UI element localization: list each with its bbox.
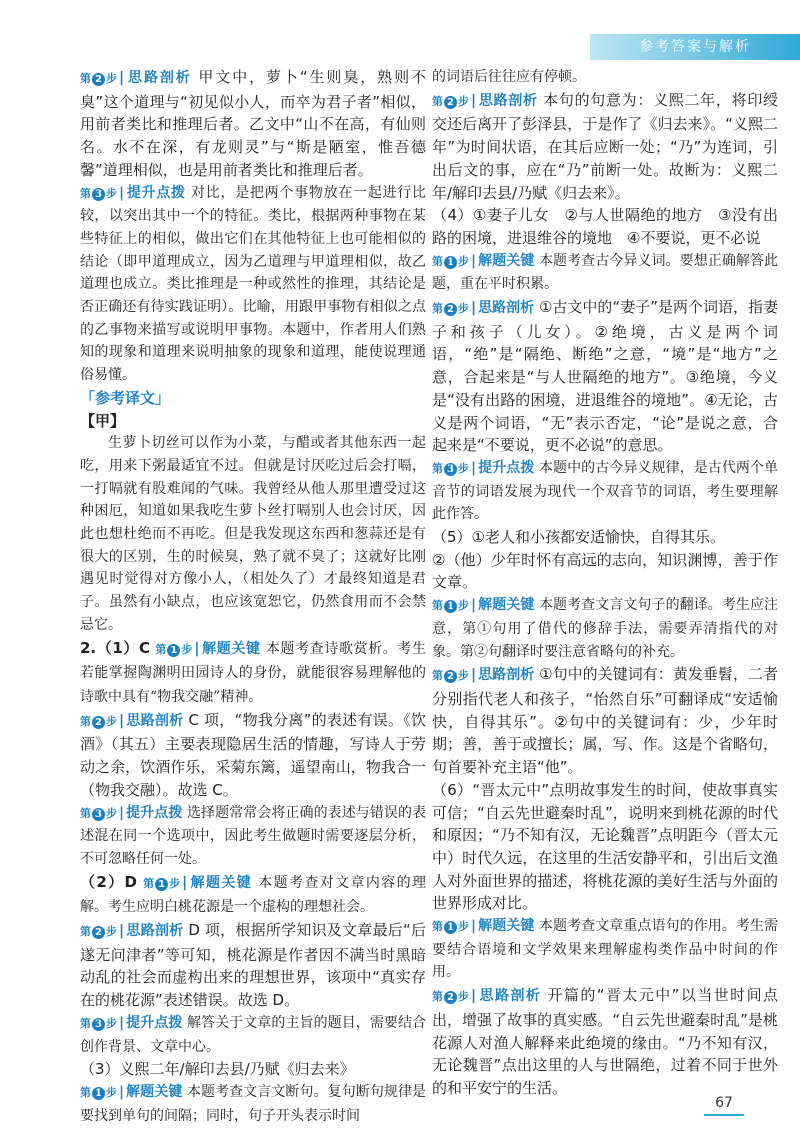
right-column [432,66,778,1100]
q4-key: 第 1 步| 解题关键 本题考查古今异义词。要想正确解答此题，重在平时积累。 [432,250,778,296]
paragraph-2: 第 3 步| 提升点拨 对比，是把两个事物放在一起进行比较，以突出其中一个的特征。类比，根据两种事物在某些特征上的相似，做出它们在其他特征上也可能相似的结论（即甲道理成立，因为乙道理与甲道理相似，故乙道理也成立。类比推理是一种或然性的推理，其结论是否正确还有待实践证明）。比喻，用跟甲事物有相似之点的乙事物来描写或说明甲事物。本题中，作者用人们熟知的现象和道理来说明抽象的现象和道理，能使说理通俗易懂。 [80,182,426,387]
q6-answer: （6）“晋太元中”点明故事发生的时间，使故事真实可信；“自云先世避秦时乱”，说明来到桃花源的时代和原因；“乃不知有汉，无论魏晋”点明距今（晋太元中）时代久远，在这里的生活安静平和，引出后文渔人对外面世界的描述，将桃花源的美好生活与外面的世界形成对比。 [432,780,778,913]
q5-answer-2: ②（他）少年时怀有高远的志向，知识渊博，善于作文章。 [432,550,778,592]
q2-2: （2）D 第 1 步| 解题关键 本题考查对文章内容的理解。考生应明白桃花源是一个虚构的理想社会。 [80,871,426,919]
q6-key: 第 1 步| 解题关键 本题考查文章重点语句的作用。考生需要结合语境和文学效果来理解虚构类作品中时间的作用。 [432,915,778,984]
q3-analysis: 第 2 步| 思路剖析 本句的句意为：义熙二年，将印绶交还后离开了彭泽县，于是作了《归去来》。“义熙二年”为时间状语，在其后应断一处；“乃”为连词，引出后文的事，应在“乃”前断一处。故断为：义熙二年/解印去县/乃赋《归去来》。 [432,89,778,205]
q2-2-analysis: 第 2 步| 思路剖析 D 项，根据所学知识及文章最后“后遂无问津者”等可知，桃花源是作者因不满当时黑暗动乱的社会而虚构出来的理想世界，该项中“真实存在的桃花源”表述错误。故选 D。 [80,919,426,1012]
q2-3-key: 第 1 步| 解题关键 本题考查文言文断句。复句断句规律是要找到单句的间隔；同时，句子开头表示时间 [80,1081,426,1127]
q6-analysis: 第 2 步| 思路剖析 开篇的“晋太元中”以当世时间点出，增强了故事的真实感。“自云先世避秦时乱”是桃花源人对渔人解释来此绝境的缘由。“乃不知有汉，无论魏晋”点出这里的人与世隔绝，过着不同于世外的和平安宁的生活。 [432,984,778,1100]
header-title: 参考答案与解析 [590,34,800,60]
q5-analysis: 第 2 步| 思路剖析 ①句中的关键词有：黄发垂髫，二者分别指代老人和孩子，“怡然自乐”可翻译成“安适愉快，自得其乐”。②句中的关键词有：少，少年时期；善，善于或擅长；属，写、作。这是个省略句，句首要补充主语“他”。 [432,663,778,779]
q4-tip: 第 3 步| 提升点拨 本题中的古今异义规律，是古代两个单音节的词语发展为现代一个双音节的词语，考生要理解此作答。 [432,457,778,526]
siluo-tag: | 思路剖析 [119,70,192,86]
q2-3: （3）义熙二年/解印去县/乃赋《归去来》 [80,1060,355,1079]
jia-title: 【甲】 [80,411,126,430]
page-number: 67 [704,1092,744,1116]
q4-answer: （4）①妻子儿女 ②与人世隔绝的地方 ③没有出路的困境，进退维谷的境地 ④不要说，更不必说 [432,206,778,247]
q2-1: 2.（1）C 第 1 步| 解题关键 本题考查诗歌赏析。考生若能掌握陶渊明田园诗人的身份，就能很容易理解他的诗歌中具有“物我交融”精神。 [80,637,426,709]
tisheng-tag: | 提升点拨 [119,185,186,201]
q2-1-tip: 第 3 步| 提升点拨 选择题常常会将正确的表述与错误的表述混在同一个选项中，因此考生做题时需要逐层分析，不可忽略任何一处。 [80,802,426,871]
q2-1-analysis: 第 2 步| 思路剖析 C 项，“物我分离”的表述有误。《饮酒》（其五）主要表现隐居生活的情趣，写诗人于劳动之余，饮酒作乐，采菊东篱，遥望南山，物我合一（物我交融）。故选 C。 [80,709,426,802]
step-2-badge: 第 2 步 [80,72,117,85]
step-3-badge: 第 3 步 [80,186,117,200]
step-1-badge: 第 1 步 [155,642,193,656]
q4-analysis: 第 2 步| 思路剖析 ①古文中的“妻子”是两个词语，指妻子和孩子（儿女）。②绝境，古义是两个词语，“绝”是“隔绝、断绝”之意，“境”是“地方”之意，合起来是“与人世隔绝的地方”。③绝境，今义是“没有出路的困境，进退维谷的境地”。④无论，古义是两个词语，“无”表示否定，“论”是说之意，合起来是“不要说，更不必说”的意思。 [432,296,778,457]
continuation: 的词语后往往应有停顿。 [432,69,586,85]
q5-answer-1: （5）①老人和小孩都安适愉快，自得其乐。 [432,528,725,547]
cankao-title: 「参考译文」 [80,388,171,407]
translation-paragraph: 生萝卜切丝可以作为小菜，与醋或者其他东西一起吃，用来下粥最适宜不过。但就是讨厌吃过后会打嗝，一打嗝就有股难闻的气味。我曾经从他人那里遭受过这种困厄，知道如果我吃生萝卜丝打嗝别人也会讨厌，因此也想杜绝而不再吃。但是我发现这东西和葱蒜还是有很大的区别，生的时候臭，熟了就不臭了；这就好比刚遇见时觉得对方像小人，（相处久了）才最终知道是君子。虽然有小缺点，也应该宽恕它，仍然食用而不会禁忌它。 [80,435,426,633]
q2-2-tip: 第 3 步| 提升点拨 解答关于文章的主旨的题目，需要结合创作背景、文章中心。 [80,1012,426,1058]
q5-key: 第 1 步| 解题关键 本题考查文言文句子的翻译。考生应注意，第①句用了借代的修辞手法，需要弄清指代的对象。第②句翻译时要注意省略句的补充。 [432,594,778,663]
left-column [80,66,426,1127]
paragraph-1: 第 2 步| 思路剖析 甲文中，萝卜“生则臭，熟则不臭”这个道理与“初见似小人，而卒为君子者”相似，用前者类比和推理后者。乙文中“山不在高，有仙则名。水不在深，有龙则灵”与“斯是陋室，惟吾德馨”道理相似，也是用前者类比和推理后者。 [80,66,426,182]
